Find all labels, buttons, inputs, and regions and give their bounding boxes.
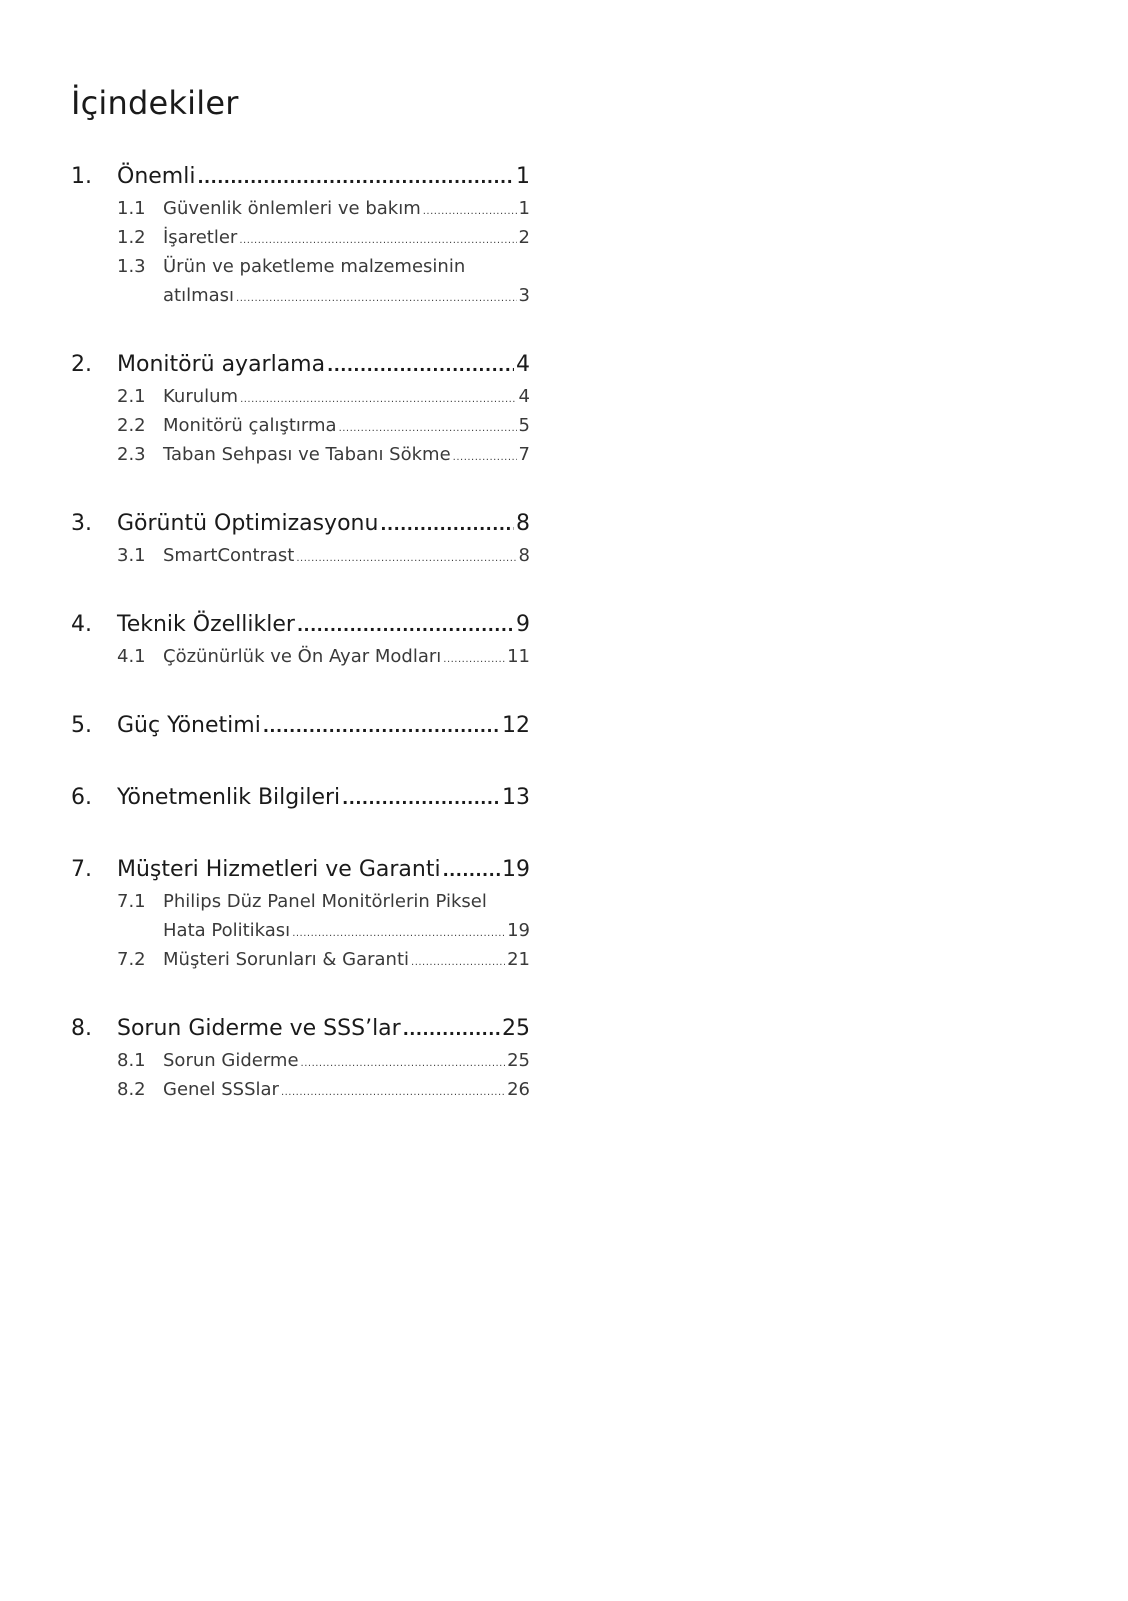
section-number: 1. [71,164,92,189]
page-number: 11 [507,646,530,667]
toc-section [71,781,530,815]
section-title: Monitörü ayarlama [117,352,326,377]
dot-leader [240,385,516,414]
subsection-number: 8.2 [117,1079,146,1100]
page-number: 4 [516,352,530,377]
toc-entry[interactable] [71,160,530,194]
subsection-title-line1: Philips Düz Panel Monitörlerin Piksel [163,891,487,912]
toc-section [71,853,530,974]
toc-entry[interactable] [71,608,530,642]
subsection-title: Hata Politikası [163,920,291,941]
section-number: 7. [71,857,92,882]
page-number: 25 [507,1050,530,1071]
toc-subentry[interactable] [71,887,530,916]
toc-section [71,507,530,570]
section-title: Yönetmenlik Bilgileri [117,785,341,810]
dot-leader [263,710,500,744]
section-title: Sorun Giderme ve SSS’lar [117,1016,401,1041]
page-number: 26 [507,1079,530,1100]
page-number: 19 [507,920,530,941]
subsection-number: 2.2 [117,415,146,436]
subsection-title: İşaretler [163,227,238,248]
section-title: Güç Yönetimi [117,713,261,738]
toc-entry[interactable] [71,1012,530,1046]
toc-entry[interactable] [71,348,530,382]
dot-leader [411,948,505,977]
section-number: 4. [71,612,92,637]
page-number: 1 [516,164,530,189]
toc-section [71,608,530,671]
dot-leader [423,197,517,226]
subsection-number: 7.1 [117,891,146,912]
toc-subentry[interactable] [71,440,530,469]
toc-subentry[interactable] [71,382,530,411]
page-number: 9 [516,612,530,637]
section-number: 6. [71,785,92,810]
toc-subentry[interactable] [71,945,530,974]
dot-leader [292,919,505,948]
dot-leader [453,443,517,472]
subsection-title: Kurulum [163,386,239,407]
subsection-number: 8.1 [117,1050,146,1071]
page-number: 7 [518,444,530,465]
page-number: 1 [518,198,530,219]
toc-subentry[interactable] [71,642,530,671]
toc-subentry[interactable] [71,223,530,252]
toc-subentry-continued[interactable] [71,281,530,310]
toc-section [71,709,530,743]
subsection-title: Sorun Giderme [163,1050,299,1071]
section-number: 3. [71,511,92,536]
dot-leader [296,544,516,573]
toc-subentry[interactable] [71,541,530,570]
subsection-title: SmartContrast [163,545,295,566]
dot-leader [297,609,514,643]
subsection-number: 2.3 [117,444,146,465]
dot-leader [443,645,505,674]
dot-leader [197,161,514,195]
subsection-number: 1.3 [117,256,146,277]
toc-subentry[interactable] [71,1046,530,1075]
toc-subentry[interactable] [71,194,530,223]
section-number: 5. [71,713,92,738]
page-number: 5 [518,415,530,436]
toc-entry[interactable] [71,781,530,815]
page-number: 4 [518,386,530,407]
subsection-number: 1.1 [117,198,146,219]
toc-section [71,1012,530,1104]
section-title: Teknik Özellikler [117,612,295,637]
subsection-title-line1: Ürün ve paketleme malzemesinin [163,256,466,277]
page-number: 21 [507,949,530,970]
section-title: Görüntü Optimizasyonu [117,511,379,536]
toc-entry[interactable] [71,853,530,887]
dot-leader [443,854,500,888]
subsection-title: Genel SSSlar [163,1079,279,1100]
subsection-title: Müşteri Sorunları & Garanti [163,949,410,970]
dot-leader [342,782,500,816]
subsection-title: atılması [163,285,235,306]
page-number: 12 [502,713,530,738]
section-number: 2. [71,352,92,377]
dot-leader [236,284,517,313]
toc-subentry[interactable] [71,252,530,281]
section-title: Müşteri Hizmetleri ve Garanti [117,857,441,882]
dot-leader [281,1078,505,1107]
page-number: 8 [516,511,530,536]
subsection-title: Taban Sehpası ve Tabanı Sökme [163,444,451,465]
subsection-number: 7.2 [117,949,146,970]
dot-leader [403,1013,500,1047]
page-number: 2 [518,227,530,248]
subsection-number: 1.2 [117,227,146,248]
toc-section [71,348,530,469]
page-number: 3 [518,285,530,306]
dot-leader [339,414,517,443]
dot-leader [239,226,516,255]
section-title: Önemli [117,164,196,189]
toc-entry[interactable] [71,709,530,743]
section-number: 8. [71,1016,92,1041]
subsection-title: Çözünürlük ve Ön Ayar Modları [163,646,442,667]
subsection-number: 2.1 [117,386,146,407]
subsection-title: Güvenlik önlemleri ve bakım [163,198,421,219]
page-number: 13 [502,785,530,810]
subsection-title: Monitörü çalıştırma [163,415,337,436]
toc-subentry[interactable] [71,411,530,440]
dot-leader [301,1049,506,1078]
page-number: 19 [502,857,530,882]
toc-entry[interactable] [71,507,530,541]
toc-subentry[interactable] [71,1075,530,1104]
toc-subentry-continued[interactable] [71,916,530,945]
dot-leader [380,508,514,542]
subsection-number: 3.1 [117,545,146,566]
subsection-number: 4.1 [117,646,146,667]
page-title: İçindekiler [71,84,239,122]
dot-leader [327,349,514,383]
toc-section [71,160,530,310]
page-number: 25 [502,1016,530,1041]
page-number: 8 [518,545,530,566]
table-of-contents [71,160,530,1142]
